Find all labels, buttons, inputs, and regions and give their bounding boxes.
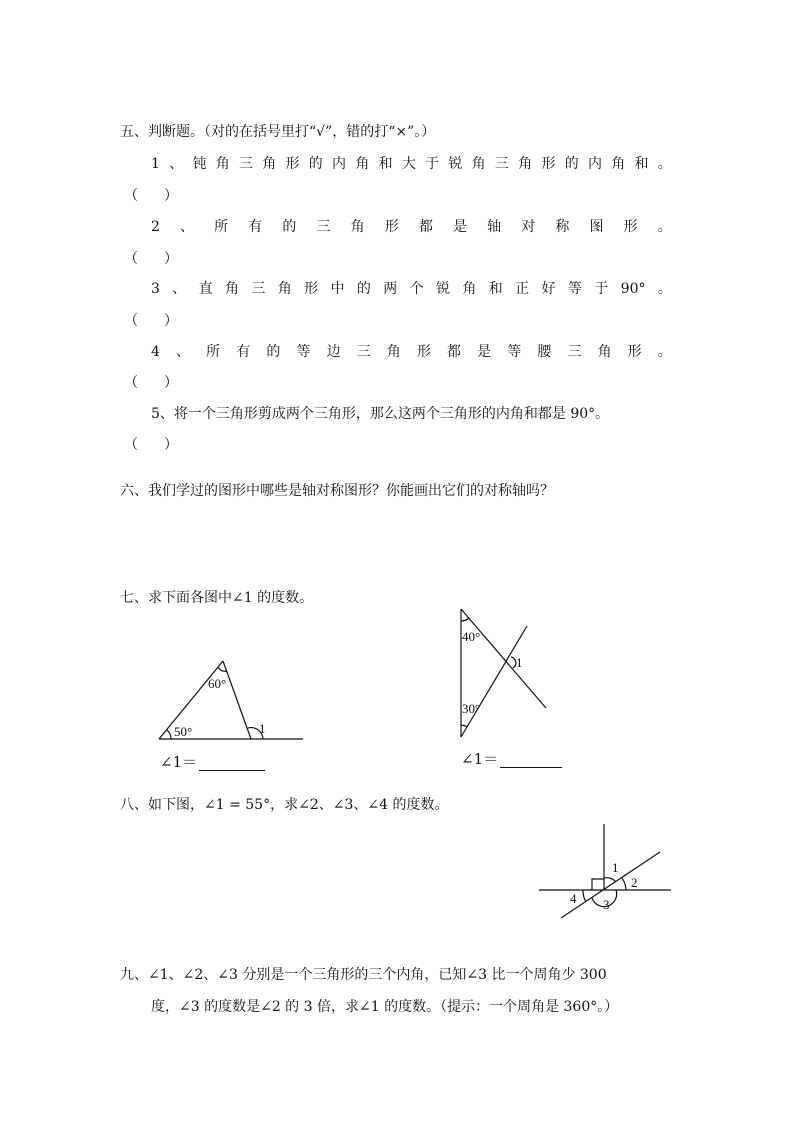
item-char: 三: [251, 281, 266, 297]
angle-label-1: 1: [516, 655, 523, 670]
item-char: 的: [308, 156, 323, 172]
item-char: 等: [507, 344, 522, 360]
item-char: 边: [326, 344, 341, 360]
item-char: 轴: [487, 219, 502, 235]
item-char: 图: [589, 219, 604, 235]
item-char: 和: [488, 281, 503, 297]
item-char: 内: [332, 156, 347, 172]
item-char: 有: [248, 219, 263, 235]
item-char: 锐: [448, 156, 463, 172]
item-char: 的: [266, 344, 281, 360]
item-char: 角: [355, 156, 370, 172]
item-char: 、: [176, 344, 191, 360]
item-char: 三: [494, 156, 509, 172]
item-char: 形: [285, 156, 300, 172]
item-char: 所: [206, 344, 221, 360]
section-5-heading: 五、判断题。（对的在括号里打“√”，错的打“×”。）: [120, 124, 436, 140]
section-6-heading: 六、我们学过的图形中哪些是轴对称图形？你能画出它们的对称轴吗？: [120, 483, 554, 499]
item-char: 直: [198, 281, 213, 297]
item-char: 三: [238, 156, 253, 172]
item-char: 于: [594, 281, 609, 297]
item-char: 的: [356, 281, 371, 297]
angle-label-40: 40°: [462, 629, 481, 644]
item-char: 有: [236, 344, 251, 360]
item-char: 所: [214, 219, 229, 235]
item-char: 2: [151, 219, 160, 235]
item-char: 形: [541, 156, 556, 172]
item-char: 三: [567, 344, 582, 360]
item-char: 和: [378, 156, 393, 172]
item-char: 等: [296, 344, 311, 360]
answer-field-figure-1[interactable]: ∠1＝: [160, 753, 265, 771]
item-char: 。: [657, 281, 672, 297]
item-char: 角: [386, 344, 401, 360]
item-char: 。: [657, 156, 672, 172]
item-char: 角: [597, 344, 612, 360]
item-char: 对: [521, 219, 536, 235]
answer-field-figure-2[interactable]: ∠1＝: [461, 750, 562, 768]
item-char: 4: [151, 344, 160, 360]
item-char: 钝: [192, 156, 207, 172]
item-char: 锐: [436, 281, 451, 297]
item-char: 是: [477, 344, 492, 360]
item-char: 形: [623, 219, 638, 235]
item-char: 中: [330, 281, 345, 297]
item-text: 将一个三角形剪成两个三角形，那么这两个三角形的内角和都是 90°。: [173, 406, 610, 422]
item-char: 角: [215, 156, 230, 172]
item-char: 。: [657, 219, 672, 235]
item-char: 好: [541, 281, 556, 297]
item-char: 角: [462, 281, 477, 297]
item-char: 是: [453, 219, 468, 235]
item-char: 1: [151, 156, 160, 172]
section-9-line-2: 度，∠3 的度数是∠2 的 3 倍，求∠1 的度数。（提示：一个周角是 360°。）: [151, 999, 619, 1015]
item-char: 形: [384, 219, 399, 235]
item-char: 、: [169, 156, 184, 172]
item-char: 形: [304, 281, 319, 297]
item-char: 、: [180, 219, 195, 235]
item-char: 角: [262, 156, 277, 172]
angle-label-2: 2: [631, 875, 638, 890]
item-char: 角: [471, 156, 486, 172]
item-char: 90°: [620, 281, 646, 297]
item-char: 大: [401, 156, 416, 172]
item-char: 两: [383, 281, 398, 297]
angle-label-60: 60°: [208, 676, 227, 691]
item-char: 称: [555, 219, 570, 235]
item-char: 等: [567, 281, 582, 297]
item-char: 和: [634, 156, 649, 172]
item-char: 腰: [537, 344, 552, 360]
item-char: 角: [518, 156, 533, 172]
section-8-heading: 八、如下图，∠1 = 55°，求∠2、∠3、∠4 的度数。: [120, 797, 449, 813]
item-number: 5: [151, 406, 160, 422]
item-char: 三: [356, 344, 371, 360]
item-char: 。: [657, 344, 672, 360]
angle-label-50: 50°: [174, 724, 193, 739]
item-char: 3: [151, 281, 160, 297]
section-9-line-1: 九、∠1、∠2、∠3 分别是一个三角形的三个内角，已知∠3 比一个周角少 300: [120, 967, 607, 983]
item-char: 、: [172, 281, 187, 297]
item-char: 都: [447, 344, 462, 360]
item-char: 的: [282, 219, 297, 235]
section-7-heading: 七、求下面各图中∠1 的度数。: [120, 590, 314, 606]
item-char: 角: [611, 156, 626, 172]
angle-label-1: 1: [612, 860, 619, 875]
item-char: 于: [425, 156, 440, 172]
judgement-item-5: 5、将一个三角形剪成两个三角形，那么这两个三角形的内角和都是 90°。: [151, 406, 610, 422]
item-char: 正: [515, 281, 530, 297]
item-char: 三: [316, 219, 331, 235]
item-char: 都: [418, 219, 433, 235]
item-char: 个: [409, 281, 424, 297]
item-char: 角: [277, 281, 292, 297]
angle-label-30: 30°: [462, 701, 481, 716]
item-char: 形: [416, 344, 431, 360]
item-char: 角: [225, 281, 240, 297]
item-char: 的: [564, 156, 579, 172]
item-char: 形: [627, 344, 642, 360]
angle-label-4: 4: [570, 891, 577, 906]
item-char: 内: [587, 156, 602, 172]
angle-label-1: 1: [259, 721, 266, 736]
angle-label-3: 3: [603, 897, 610, 912]
item-char: 角: [350, 219, 365, 235]
